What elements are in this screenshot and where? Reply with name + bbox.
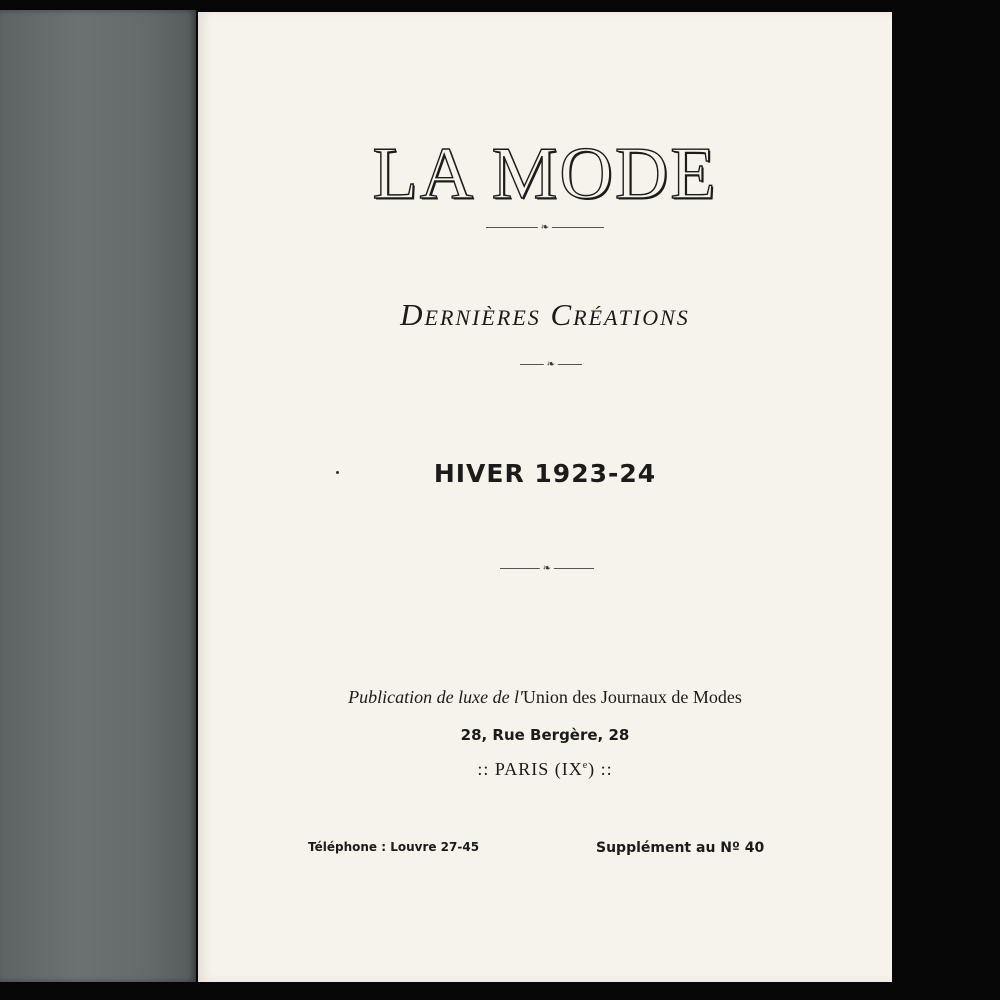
publisher-address: 28, Rue Bergère, 28 [460, 726, 630, 744]
ornament-icon: ❧ [544, 359, 558, 370]
supplement-number: Supplément au Nº 40 [596, 840, 765, 856]
ornament-icon: ❧ [540, 563, 554, 574]
page-title: LA MODE [372, 133, 718, 215]
arrondissement: IX [561, 759, 583, 779]
publisher-line [198, 687, 892, 708]
arrondissement-suffix: e [582, 760, 589, 771]
publisher-city [198, 759, 892, 780]
season-heading: HIVER 1923-24 [433, 459, 657, 488]
title-page [198, 12, 892, 982]
publisher-prefix: Publication de luxe de l' [348, 687, 523, 707]
publisher-name: Union des Journaux de Modes [522, 687, 742, 707]
subtitle: Dernières Créations [400, 297, 690, 332]
ornament-divider-top [486, 222, 604, 233]
ornament-divider-lower [500, 563, 594, 574]
ornament-icon: ❧ [538, 222, 552, 233]
telephone-info: Téléphone : Louvre 27-45 [308, 840, 480, 854]
book-cover-spine [0, 10, 196, 982]
city-close: ) :: [588, 759, 613, 779]
city-open: :: PARIS ( [477, 759, 562, 779]
ornament-divider-middle [520, 359, 582, 370]
